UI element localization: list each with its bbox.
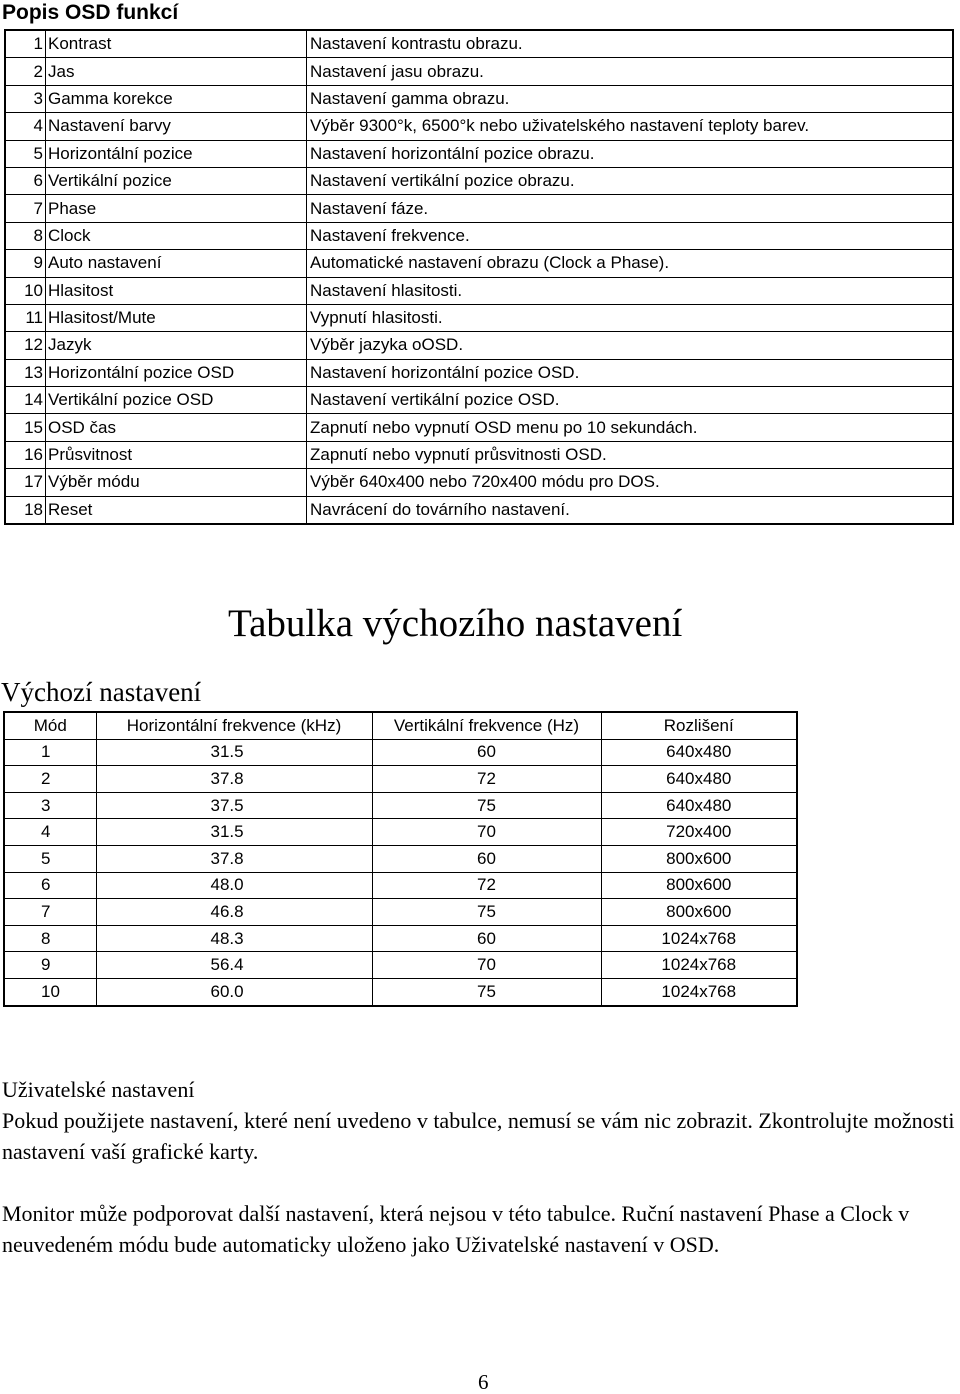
osd-row: [5, 359, 953, 386]
osd-row-description: Navrácení do továrního nastavení.: [307, 496, 954, 524]
osd-row-function: Průsvitnost: [46, 441, 307, 468]
osd-row-description: Výběr 9300°k, 6500°k nebo uživatelského nastavení teploty barev.: [307, 113, 954, 140]
vertical-frequency-cell: 70: [372, 819, 601, 846]
osd-row-function: Jas: [46, 58, 307, 85]
horizontal-frequency-cell: 37.8: [96, 845, 372, 872]
horizontal-frequency-cell: 31.5: [96, 739, 372, 766]
osd-row-description: Automatické nastavení obrazu (Clock a Phase).: [307, 250, 954, 277]
column-header: Vertikální frekvence (Hz): [372, 712, 601, 739]
osd-row-description: Nastavení gamma obrazu.: [307, 85, 954, 112]
default-mode-row: [4, 872, 797, 899]
osd-row: [5, 250, 953, 277]
default-mode-row: [4, 766, 797, 793]
osd-row-number: 3: [5, 85, 46, 112]
osd-row-number: 9: [5, 250, 46, 277]
mode-cell: 8: [4, 925, 96, 952]
osd-row-description: Zapnutí nebo vypnutí OSD menu po 10 sekundách.: [307, 414, 954, 441]
osd-row-number: 12: [5, 332, 46, 359]
osd-row-number: 18: [5, 496, 46, 524]
vertical-frequency-cell: 70: [372, 952, 601, 979]
osd-row-description: Vypnutí hlasitosti.: [307, 304, 954, 331]
mode-cell: 6: [4, 872, 96, 899]
default-modes-table: [3, 711, 798, 1007]
horizontal-frequency-cell: 48.0: [96, 872, 372, 899]
mode-cell: 5: [4, 845, 96, 872]
osd-row: [5, 496, 953, 524]
vertical-frequency-cell: 60: [372, 739, 601, 766]
horizontal-frequency-cell: 56.4: [96, 952, 372, 979]
osd-row-number: 11: [5, 304, 46, 331]
osd-row-description: Výběr jazyka oOSD.: [307, 332, 954, 359]
vertical-frequency-cell: 75: [372, 978, 601, 1005]
osd-row-number: 2: [5, 58, 46, 85]
osd-row-description: Nastavení jasu obrazu.: [307, 58, 954, 85]
resolution-cell: 800x600: [601, 872, 797, 899]
osd-row: [5, 222, 953, 249]
osd-row: [5, 195, 953, 222]
osd-row-description: Výběr 640x400 nebo 720x400 módu pro DOS.: [307, 469, 954, 496]
osd-row-description: Nastavení vertikální pozice obrazu.: [307, 167, 954, 194]
horizontal-frequency-cell: 37.8: [96, 766, 372, 793]
osd-row-number: 5: [5, 140, 46, 167]
osd-row: [5, 30, 953, 58]
osd-row-function: Kontrast: [46, 30, 307, 58]
osd-row-function: Phase: [46, 195, 307, 222]
resolution-cell: 1024x768: [601, 952, 797, 979]
osd-row-description: Nastavení fáze.: [307, 195, 954, 222]
osd-row: [5, 58, 953, 85]
osd-row-number: 15: [5, 414, 46, 441]
osd-row-function: Vertikální pozice OSD: [46, 387, 307, 414]
default-mode-row: [4, 899, 797, 926]
mode-cell: 7: [4, 899, 96, 926]
osd-row: [5, 304, 953, 331]
osd-row-number: 8: [5, 222, 46, 249]
user-settings-paragraph-2: Monitor může podporovat další nastavení, která nejsou v této tabulce. Ruční nastavení Phase a Clock v neuvedeném módu bude automaticky uloženo jako Uživatelské nastavení v OSD.: [2, 1201, 910, 1257]
osd-row-description: Nastavení kontrastu obrazu.: [307, 30, 954, 58]
osd-functions-table: [4, 29, 954, 525]
horizontal-frequency-cell: 48.3: [96, 925, 372, 952]
vertical-frequency-cell: 60: [372, 845, 601, 872]
osd-row-function: Hlasitost/Mute: [46, 304, 307, 331]
default-modes-header-row: [4, 712, 797, 739]
osd-row: [5, 85, 953, 112]
vertical-frequency-cell: 72: [372, 766, 601, 793]
resolution-cell: 640x480: [601, 792, 797, 819]
vertical-frequency-cell: 60: [372, 925, 601, 952]
horizontal-frequency-cell: 37.5: [96, 792, 372, 819]
default-modes-body: [4, 712, 797, 1006]
mode-cell: 10: [4, 978, 96, 1005]
vertical-frequency-cell: 75: [372, 792, 601, 819]
osd-row-function: Auto nastavení: [46, 250, 307, 277]
osd-row: [5, 414, 953, 441]
osd-row-description: Nastavení horizontální pozice obrazu.: [307, 140, 954, 167]
osd-row-number: 14: [5, 387, 46, 414]
osd-row: [5, 113, 953, 140]
osd-row-description: Zapnutí nebo vypnutí průsvitnosti OSD.: [307, 441, 954, 468]
osd-row-function: Výběr módu: [46, 469, 307, 496]
default-settings-heading: Tabulka výchozího nastavení: [228, 602, 683, 645]
osd-row: [5, 441, 953, 468]
osd-section-title: Popis OSD funkcí: [2, 1, 179, 24]
mode-cell: 4: [4, 819, 96, 846]
user-settings-heading: Uživatelské nastavení: [2, 1077, 195, 1102]
osd-row-function: Horizontální pozice: [46, 140, 307, 167]
user-settings-section: [2, 1074, 960, 1260]
osd-row-number: 1: [5, 30, 46, 58]
osd-row-function: Vertikální pozice: [46, 167, 307, 194]
vertical-frequency-cell: 75: [372, 899, 601, 926]
mode-cell: 3: [4, 792, 96, 819]
osd-row: [5, 387, 953, 414]
horizontal-frequency-cell: 60.0: [96, 978, 372, 1005]
horizontal-frequency-cell: 46.8: [96, 899, 372, 926]
osd-row-number: 7: [5, 195, 46, 222]
column-header: Horizontální frekvence (kHz): [96, 712, 372, 739]
osd-row-function: Reset: [46, 496, 307, 524]
resolution-cell: 1024x768: [601, 925, 797, 952]
osd-row-description: Nastavení vertikální pozice OSD.: [307, 387, 954, 414]
osd-row-function: Clock: [46, 222, 307, 249]
osd-functions-body: [5, 30, 953, 524]
default-mode-row: [4, 978, 797, 1005]
column-header: Rozlišení: [601, 712, 797, 739]
osd-row: [5, 167, 953, 194]
horizontal-frequency-cell: 31.5: [96, 819, 372, 846]
osd-row-description: Nastavení horizontální pozice OSD.: [307, 359, 954, 386]
resolution-cell: 640x480: [601, 766, 797, 793]
osd-row: [5, 140, 953, 167]
osd-row-number: 6: [5, 167, 46, 194]
mode-cell: 2: [4, 766, 96, 793]
osd-row-function: OSD čas: [46, 414, 307, 441]
default-mode-row: [4, 845, 797, 872]
osd-row: [5, 332, 953, 359]
default-mode-row: [4, 792, 797, 819]
resolution-cell: 640x480: [601, 739, 797, 766]
osd-row-number: 4: [5, 113, 46, 140]
osd-row-function: Hlasitost: [46, 277, 307, 304]
resolution-cell: 800x600: [601, 899, 797, 926]
default-mode-row: [4, 925, 797, 952]
resolution-cell: 1024x768: [601, 978, 797, 1005]
osd-row-number: 16: [5, 441, 46, 468]
osd-row-number: 10: [5, 277, 46, 304]
page-number: 6: [478, 1370, 489, 1394]
osd-row-function: Horizontální pozice OSD: [46, 359, 307, 386]
default-mode-row: [4, 952, 797, 979]
osd-row-description: Nastavení frekvence.: [307, 222, 954, 249]
osd-row-function: Nastavení barvy: [46, 113, 307, 140]
default-mode-row: [4, 739, 797, 766]
vertical-frequency-cell: 72: [372, 872, 601, 899]
default-mode-row: [4, 819, 797, 846]
user-settings-paragraph-1: Pokud použijete nastavení, které není uvedeno v tabulce, nemusí se vám nic zobrazit. Zkontrolujte možnosti nastavení vaší grafické karty.: [2, 1108, 955, 1164]
mode-cell: 1: [4, 739, 96, 766]
osd-row-function: Gamma korekce: [46, 85, 307, 112]
osd-row-number: 17: [5, 469, 46, 496]
resolution-cell: 720x400: [601, 819, 797, 846]
osd-row: [5, 469, 953, 496]
resolution-cell: 800x600: [601, 845, 797, 872]
osd-row-description: Nastavení hlasitosti.: [307, 277, 954, 304]
column-header: Mód: [4, 712, 96, 739]
osd-row-function: Jazyk: [46, 332, 307, 359]
osd-row: [5, 277, 953, 304]
osd-row-number: 13: [5, 359, 46, 386]
mode-cell: 9: [4, 952, 96, 979]
default-settings-subheading: Výchozí nastavení: [1, 677, 202, 707]
